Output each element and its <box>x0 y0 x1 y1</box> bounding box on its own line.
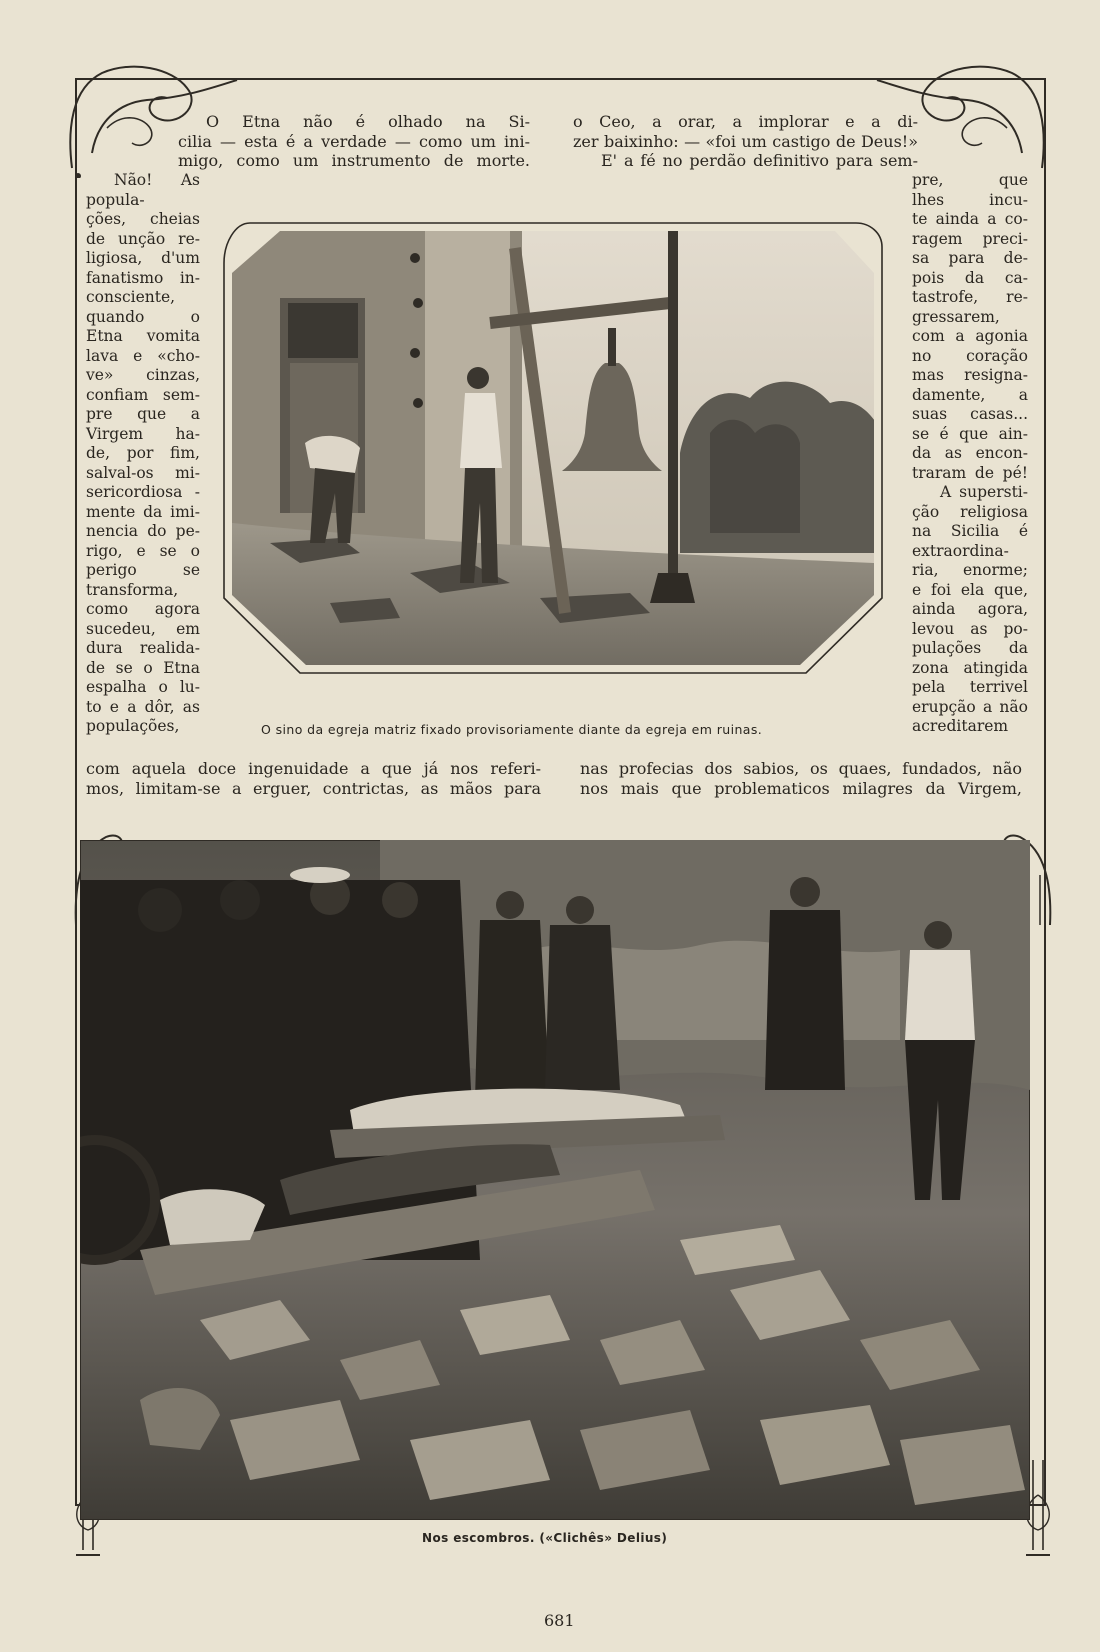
text-line: ve» cinzas, <box>86 366 200 384</box>
text-line: lava e «cho- <box>86 346 200 365</box>
text-line: mente da imi- <box>86 502 200 521</box>
text-line: com aquela doce ingenuidade a que já nos referi- <box>86 759 541 778</box>
text-line: populações, <box>86 717 180 735</box>
text-line: nencia do pe- <box>86 522 200 540</box>
text-line: traram de pé! <box>912 463 1028 482</box>
text-line: ria, enorme; <box>912 561 1028 579</box>
text-line: E' a fé no perdão definitivo para sem- <box>601 151 918 170</box>
text-line: na Sicilia é <box>912 522 1028 540</box>
text-line: mos, limitam-se a erguer, contrictas, as mãos para <box>86 778 541 798</box>
col1-top-text <box>178 112 530 171</box>
text-line: Não! As <box>114 171 200 189</box>
text-line: consciente, <box>86 288 176 306</box>
text-line: ligiosa, d'um <box>86 249 200 267</box>
text-line: pre que a <box>86 405 200 423</box>
right-narrow-column <box>912 171 1028 737</box>
text-line: extraordina- <box>912 541 1009 560</box>
text-line: salval-os mi- <box>86 463 200 482</box>
text-line: suas casas... <box>912 405 1028 423</box>
page-number: 681 <box>544 1611 575 1630</box>
left-narrow-column <box>86 171 200 737</box>
text-line: de, por fim, <box>86 444 200 462</box>
text-line: pulações da <box>912 639 1028 657</box>
text-line: fanatismo in- <box>86 268 200 287</box>
text-line: damente, a <box>912 385 1028 404</box>
text-line: transforma, <box>86 580 179 599</box>
text-line: gressarem, <box>912 307 1000 326</box>
text-line: no coração <box>912 346 1028 365</box>
text-line: cilia — esta é a verdade — como um ini- <box>178 131 530 151</box>
bell-photo <box>210 203 896 693</box>
text-line: de se o Etna <box>86 658 200 677</box>
text-line: nas profecias dos sabios, os quaes, fundados, não <box>580 759 1022 778</box>
text-line: zer baixinho: — «foi um castigo de Deus!» <box>573 131 918 151</box>
text-line: confiam sem- <box>86 385 200 404</box>
rubble-photo-caption: Nos escombros. («Clichês» Delius) <box>422 1531 668 1545</box>
text-line: lhes incu- <box>912 190 1028 209</box>
text-line: sericordiosa - <box>86 483 200 501</box>
text-line: A supersti- <box>940 483 1028 501</box>
text-line: Virgem ha- <box>86 424 200 443</box>
text-line: espalha o lu- <box>86 678 200 696</box>
text-line: sa para de- <box>912 249 1028 267</box>
text-line: O Etna não é olhado na Si- <box>206 112 530 131</box>
col1-bottom-text <box>86 759 541 798</box>
text-line: tastrofe, re- <box>912 288 1028 306</box>
text-line: mas resigna- <box>912 366 1028 384</box>
text-line: com a agonia <box>912 327 1028 345</box>
text-line: pois da ca- <box>912 268 1028 287</box>
text-line: ragem preci- <box>912 229 1028 248</box>
text-line: Etna vomita <box>86 327 200 345</box>
text-line: nos mais que problematicos milagres da Virgem, <box>580 778 1022 798</box>
text-line: acreditarem <box>912 717 1009 735</box>
text-line: rigo, e se o <box>86 541 200 560</box>
col2-top-text <box>573 112 918 171</box>
text-line: ções, cheias <box>86 210 200 228</box>
text-line: da as encon- <box>912 444 1028 462</box>
rubble-photo <box>80 840 1030 1520</box>
text-line: to e a dôr, as <box>86 697 200 716</box>
text-line: erupção a não <box>912 697 1028 716</box>
text-line: levou as po- <box>912 619 1028 638</box>
text-line: ainda agora, <box>912 600 1028 618</box>
text-line: se é que ain- <box>912 424 1028 443</box>
text-line: migo, como um instrumento de morte. <box>178 151 530 170</box>
text-line: ção religiosa <box>912 502 1028 521</box>
bell-photo-caption: O sino da egreja matriz fixado provisoriamente diante da egreja em ruinas. <box>261 722 763 737</box>
text-line: dura realida- <box>86 639 200 657</box>
text-line: perigo se <box>86 561 200 579</box>
text-line: te ainda a co- <box>912 210 1028 228</box>
text-line: pela terrivel <box>912 678 1028 696</box>
text-line: popula- <box>86 190 145 209</box>
text-line: sucedeu, em <box>86 619 200 638</box>
text-line: o Ceo, a orar, a implorar e a di- <box>573 112 918 131</box>
text-line: de unção re- <box>86 229 200 248</box>
text-line: quando o <box>86 307 200 326</box>
text-line: como agora <box>86 600 200 618</box>
text-line: e foi ela que, <box>912 580 1028 599</box>
col2-bottom-text <box>580 759 1022 798</box>
text-line: pre, que <box>912 171 1028 189</box>
text-line: zona atingida <box>912 658 1028 677</box>
